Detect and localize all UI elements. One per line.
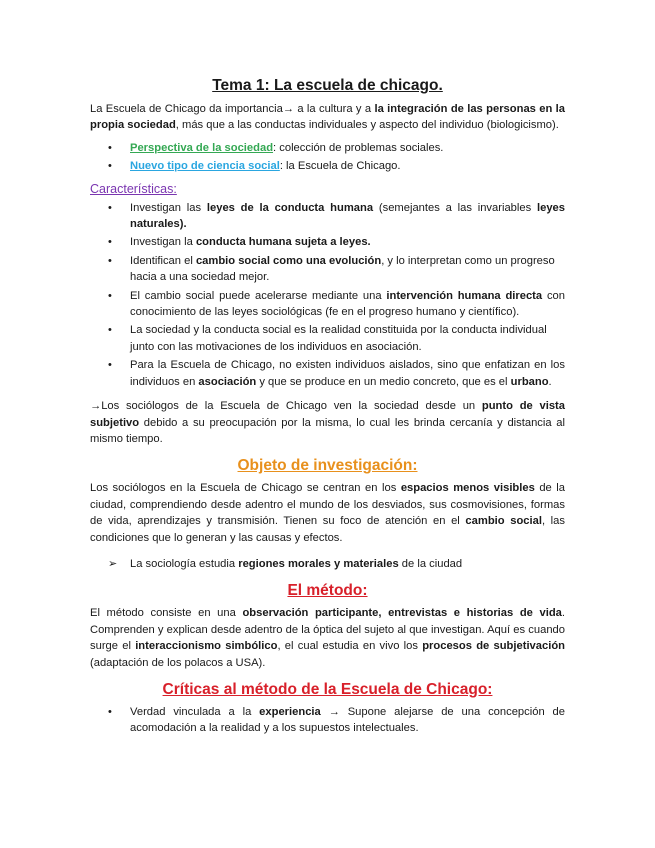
- text: (adaptación de los polacos a USA).: [90, 656, 266, 669]
- list-item: [90, 288, 565, 321]
- text: El método consiste en una: [90, 607, 243, 620]
- bold-text: cambio social como una evolución: [195, 254, 382, 267]
- text: , las condiciones que lo generan y las causas y efectos.: [90, 515, 565, 544]
- bullet-icon: •: [108, 324, 112, 337]
- list-item: [90, 556, 565, 572]
- intro-bold: la integración de las personas en la propia sociedad: [90, 103, 565, 132]
- list-item-text: : la Escuela de Chicago.: [279, 160, 401, 173]
- text: Para la Escuela de Chicago, no existen individuos aislados, sino que enfatizan en los individuos en: [130, 359, 565, 388]
- metodo-paragraph: [90, 605, 565, 671]
- bullet-icon: •: [108, 254, 112, 267]
- text: →Los sociólogos de la Escuela de Chicago ven la sociedad desde un: [90, 400, 482, 413]
- bullet-icon: •: [108, 289, 112, 302]
- text: → Supone alejarse de una concepción de acomodación a la realidad y a los supuestos intelectuales.: [130, 705, 565, 735]
- text: con conocimiento de las leyes sociológicas (fe en el progreso humano y científico).: [130, 289, 565, 319]
- bullet-icon: •: [108, 201, 112, 214]
- bold-text: procesos de subjetivación: [422, 640, 565, 653]
- characteristics-heading: Características:: [90, 181, 177, 196]
- text: Identifican el: [130, 254, 196, 267]
- list-item: [90, 322, 565, 355]
- bold-text: espacios menos visibles: [400, 482, 535, 495]
- bullet-icon: •: [108, 236, 112, 249]
- list-item-text: : colección de problemas sociales.: [273, 141, 444, 154]
- text: .: [548, 375, 552, 388]
- list-item: [90, 704, 565, 737]
- text: La sociedad y la conducta social es la realidad constituida por la conducta individual junto con las motivaciones de los individuos en asociación.: [130, 324, 547, 353]
- bold-text: leyes de la conducta humana: [206, 201, 374, 214]
- objeto-paragraph: [90, 480, 565, 546]
- intro-text: La Escuela de Chicago da importancia→ a la cultura y a: [90, 103, 375, 115]
- list-item: [90, 200, 565, 233]
- text: Verdad vinculada a la: [130, 705, 260, 718]
- page-title: Tema 1: La escuela de chicago.: [212, 77, 443, 94]
- bold-text: cambio social: [465, 515, 542, 528]
- bold-text: experiencia: [259, 705, 321, 718]
- bold-text: regiones morales y materiales: [238, 557, 399, 570]
- section-heading-criticas: Críticas al método de la Escuela de Chicago:: [162, 680, 493, 698]
- text: de la ciudad, comprendiendo desde adentro el mundo de los desviados, sus cosmovisiones, formas de vida, aprendizajes y transmisión. Tienen su foco de atención en el: [90, 482, 565, 528]
- text: Investigan las: [130, 201, 207, 214]
- bold-text: leyes naturales).: [130, 201, 565, 231]
- perspective-link[interactable]: Perspectiva de la sociedad: [130, 141, 274, 154]
- text: , el cual estudia en vivo los: [277, 640, 423, 653]
- intro-paragraph: [90, 101, 565, 134]
- text: (semejantes a las invariables: [373, 201, 537, 214]
- text: . Comprenden y explican desde adentro de la óptica del sujeto al que investigan. Aquí es cuando surge el: [90, 607, 565, 653]
- subjective-paragraph: [90, 398, 565, 447]
- perspective-list: [90, 140, 565, 175]
- list-item: [90, 357, 565, 390]
- bullet-icon: •: [108, 359, 112, 372]
- text: debido a su preocupación por la misma, lo cual les brinda cercanía y distancia al mismo tiempo.: [90, 416, 565, 445]
- arrow-bullet-icon: ➢: [108, 557, 118, 570]
- section-heading-objeto: Objeto de investigación:: [237, 457, 418, 475]
- list-item: [90, 234, 565, 250]
- bold-text: punto de vista subjetivo: [90, 400, 565, 429]
- bold-text: intervención humana directa: [386, 289, 543, 302]
- criticas-list: [90, 704, 565, 737]
- text: La sociología estudia: [130, 557, 239, 570]
- bullet-icon: •: [108, 141, 112, 154]
- text: y que se produce en un medio concreto, que es el: [256, 375, 511, 388]
- bold-text: observación participante, entrevistas e historias de vida: [242, 607, 562, 620]
- list-item: [90, 158, 565, 174]
- bold-text: conducta humana sujeta a leyes.: [195, 236, 371, 249]
- document-page: [90, 76, 565, 739]
- bold-text: interaccionismo simbólico: [135, 640, 278, 653]
- bold-text: urbano: [510, 375, 549, 388]
- text: de la ciudad: [398, 557, 463, 570]
- list-item: [90, 140, 565, 156]
- list-item: [90, 253, 565, 286]
- bullet-icon: •: [108, 160, 112, 173]
- characteristics-list: [90, 200, 565, 390]
- section-heading-metodo: El método:: [287, 582, 368, 600]
- science-link[interactable]: Nuevo tipo de ciencia social: [130, 160, 280, 173]
- bullet-icon: •: [108, 705, 112, 718]
- text: , y lo interpretan como un progreso hacia a una sociedad mejor.: [130, 254, 555, 284]
- intro-text-end: , más que a las conductas individuales y aspecto del individuo (biologicismo).: [175, 119, 559, 132]
- text: Investigan la: [130, 236, 196, 249]
- text: El cambio social puede acelerarse mediante una: [130, 289, 387, 302]
- bold-text: asociación: [198, 375, 257, 388]
- text: Los sociólogos en la Escuela de Chicago se centran en los: [90, 482, 401, 495]
